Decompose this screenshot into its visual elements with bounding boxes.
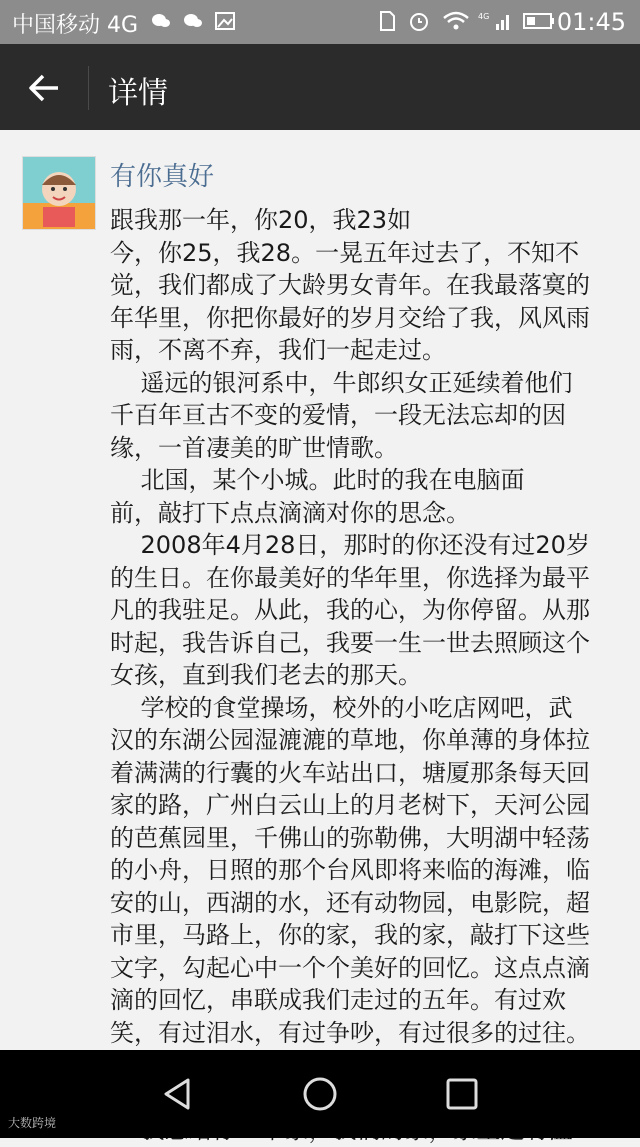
svg-text:4G: 4G: [478, 12, 490, 21]
wifi-icon: [442, 10, 470, 32]
post-line: 着满满的行囊的火车站出口，塘厦那条每天回: [110, 758, 590, 787]
status-bar: [0, 0, 640, 44]
alarm-icon: [408, 10, 430, 32]
post-line: 北国，某个小城。此时的我在电脑面: [110, 466, 525, 494]
clock: 01:45: [556, 8, 626, 36]
post-line: 文字，勾起心中一个个美好的回忆。这点点滴: [110, 953, 590, 982]
post-line: 滴的回忆，串联成我们走过的五年。有过欢: [110, 986, 566, 1014]
post-detail: [0, 130, 640, 1050]
post-line: 时起，我告诉自己，我要一生一世去照顾这个: [110, 628, 590, 657]
system-nav-bar: [0, 1050, 640, 1138]
author-name[interactable]: 有你真好: [110, 162, 215, 192]
wechat-icon: [150, 10, 172, 32]
post-line: 市里，马路上，你的家，我的家，敲打下这些: [110, 921, 590, 949]
post-line: 千百年亘古不变的爱情，一段无法忘却的因: [110, 401, 566, 429]
post-line: 的芭蕉园里，千佛山的弥勒佛，大明湖中轻荡: [110, 823, 590, 852]
post-line: 笑，有过泪水，有过争吵，有过很多的过往。: [110, 1018, 590, 1047]
post-line: 安的山，西湖的水，还有动物园，电影院，超: [110, 888, 590, 917]
post-line: 跟我那一年，你20，我23如: [110, 206, 412, 234]
post-line: 年华里，你把你最好的岁月交给了我，风风雨: [110, 303, 590, 332]
post-line: 遥远的银河系中，牛郎织女正延续着他们: [110, 368, 573, 397]
post-line: 家的路，广州白云山上的月老树下，天河公园: [110, 791, 590, 819]
sim-icon: [376, 10, 398, 32]
post-line: 雨，不离不弃，我们一起走过。: [110, 336, 446, 364]
app-bar: [0, 44, 640, 130]
image-icon: [214, 10, 236, 32]
wechat-icon: [182, 10, 204, 32]
post-line: 缘，一首凄美的旷世情歌。: [110, 433, 398, 462]
post-line: 的生日。在你最美好的华年里，你选择为最平: [110, 563, 590, 592]
post-line: 觉，我们都成了大龄男女青年。在我最落寞的: [110, 271, 590, 299]
post-line: 学校的食堂操场，校外的小吃店网吧，武: [110, 693, 573, 722]
post-body: [110, 204, 630, 1147]
arrow-left-icon[interactable]: [22, 66, 66, 110]
page-title: 详情: [108, 76, 168, 111]
4g-signal-icon: [478, 10, 512, 32]
post-line: 前，敲打下点点滴滴对你的思念。: [110, 498, 470, 527]
appbar-divider: [88, 66, 89, 110]
post-line: 今，你25，我28。一晃五年过去了，不知不: [110, 238, 580, 267]
post-line: 汉的东湖公园湿漉漉的草地，你单薄的身体拉: [110, 726, 590, 754]
battery-icon: [522, 10, 556, 32]
avatar[interactable]: [22, 156, 96, 230]
post-line: 的小舟，日照的那个台风即将来临的海滩，临: [110, 856, 590, 884]
watermark: 大数跨境: [8, 1116, 57, 1130]
post-line: 凡的我驻足。从此，我的心，为你停留。从那: [110, 596, 590, 624]
post-line: 女孩，直到我们老去的那天。: [110, 661, 422, 689]
nav-back-triangle-icon[interactable]: [158, 1074, 198, 1114]
post-line: 2008年4月28日，那时的你还没有过20岁: [110, 531, 590, 559]
carrier-label: 中国移动 4G: [12, 13, 139, 38]
nav-recents-square-icon[interactable]: [442, 1074, 482, 1114]
nav-home-circle-icon[interactable]: [300, 1074, 340, 1114]
